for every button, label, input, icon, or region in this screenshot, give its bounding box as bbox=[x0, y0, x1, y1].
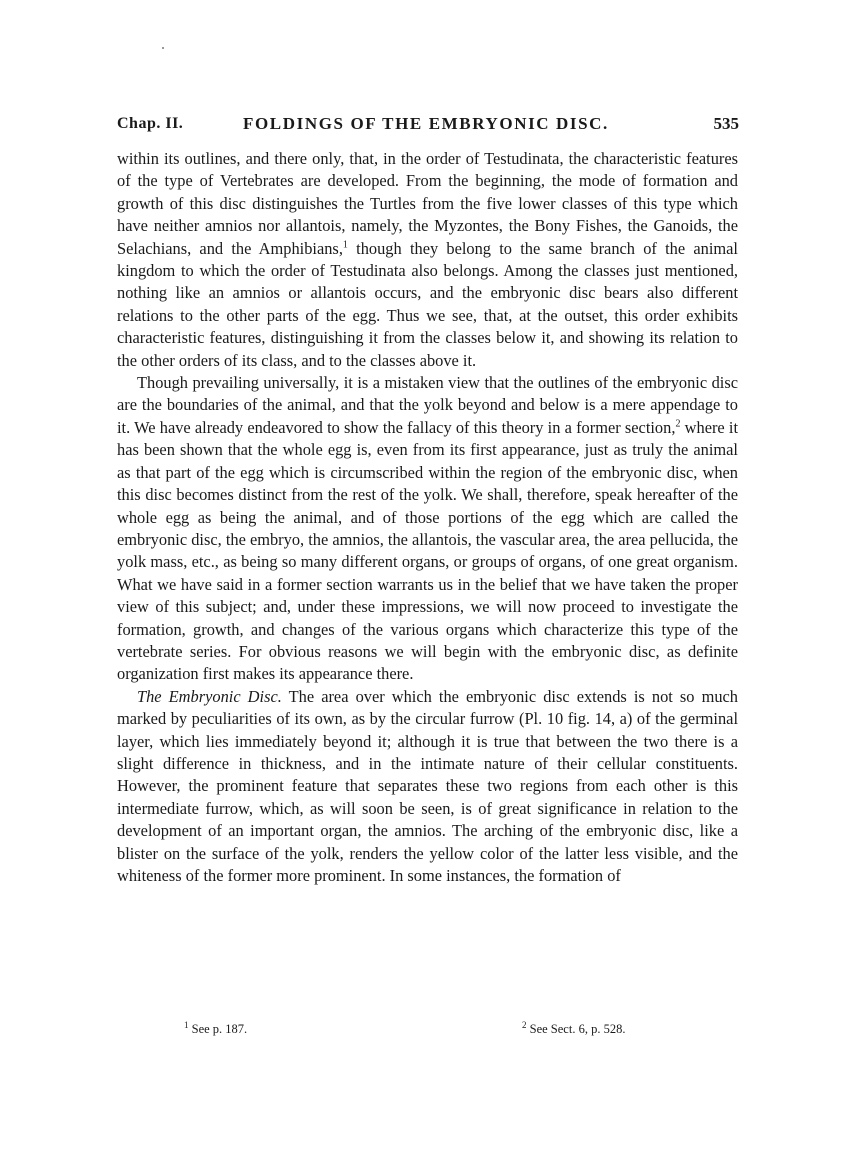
body-text bbox=[117, 148, 738, 887]
print-speck bbox=[162, 47, 164, 49]
paragraph-text: Though prevailing universally, it is a mistaken view that the outlines of the embryonic disc are the boundaries of the animal, and that the yolk beyond and below is a mere appendage to it. We have already endeavored to show the fallacy of this theory in a former section, bbox=[117, 373, 738, 437]
paragraph-continuation bbox=[117, 148, 738, 372]
running-header bbox=[117, 112, 739, 136]
footnote bbox=[522, 1020, 625, 1038]
chapter-label: Chap. II. bbox=[117, 115, 184, 132]
footnote-reference: 2 bbox=[675, 418, 681, 430]
page-number: 535 bbox=[713, 114, 739, 133]
footnote-marker: 1 bbox=[184, 1019, 189, 1030]
section-heading: The Embryonic Disc. bbox=[137, 686, 282, 706]
paragraph bbox=[117, 372, 738, 686]
footnotes bbox=[117, 1020, 738, 1038]
paragraph-text: within its outlines, and there only, that, in the order of Testudinata, the characteristic features of the type of Vertebrates are developed. From the beginning, the mode of formation and growth of this disc distinguishes the Turtles from the five lower classes of this type which have neither amnios nor allantois, namely, the Myzontes, the Bony Fishes, the Ganoids, the Selachians, and the Amphibians, bbox=[117, 149, 738, 258]
paragraph-text: The area over which the embryonic disc extends is not so much marked by peculiarities of its own, as by the circular furrow (Pl. 10 fig. 14, a) of the germinal layer, which lies immediately beyond it; although it is true that between the two there is a slight difference in thickness, and in the intimate nature of their cellular constituents. However, the prominent feature that separates these two regions from each other is this intermediate furrow, which, as will soon be seen, is of great significance in relation to the development of an important organ, the amnios. The arching of the embryonic disc, like a blister on the surface of the yolk, renders the yellow color of the latter less visible, and the whiteness of the former more prominent. In some instances, the formation of bbox=[117, 686, 738, 885]
footnote bbox=[184, 1020, 247, 1038]
paragraph-text: though they belong to the same branch of the animal kingdom to which the order of Testudinata also belongs. Among the classes just mentioned, nothing like an amnios or allantois occurs, and the embryonic disc bears also different relations to the other parts of the egg. Thus we see, that, at the outset, this order exhibits characteristic features, distinguishing it from the classes below it, and showing its relation to the other orders of its class, and to the classes above it. bbox=[117, 238, 738, 370]
paragraph-text: where it has been shown that the whole egg is, even from its first appearance, just as truly the animal as that part of the egg which is circumscribed within the region of the embryonic disc, when this disc becomes distinct from the rest of the yolk. We shall, therefore, speak hereafter of the whole egg as being the animal, and of those portions of the egg which are called the embryonic disc, the embryo, the amnios, the allantois, the vascular area, the area pellucida, the yolk mass, etc., as being so many different organs, or groups of organs, of one great organism. What we have said in a former section warrants us in the belief that we have taken the proper view of this subject; and, under these impressions, we will now proceed to investigate the formation, growth, and changes of the various organs which characterize this type of the vertebrate series. For obvious reasons we will begin with the embryonic disc, as definite organization first makes its appearance there. bbox=[117, 417, 739, 684]
footnote-text: See p. 187. bbox=[191, 1022, 248, 1036]
footnote-reference: 1 bbox=[342, 239, 348, 251]
footnote-marker: 2 bbox=[522, 1019, 527, 1030]
paragraph-section bbox=[117, 686, 738, 888]
running-title: FOLDINGS OF THE EMBRYONIC DISC. bbox=[243, 114, 609, 133]
footnote-text: See Sect. 6, p. 528. bbox=[529, 1022, 626, 1036]
